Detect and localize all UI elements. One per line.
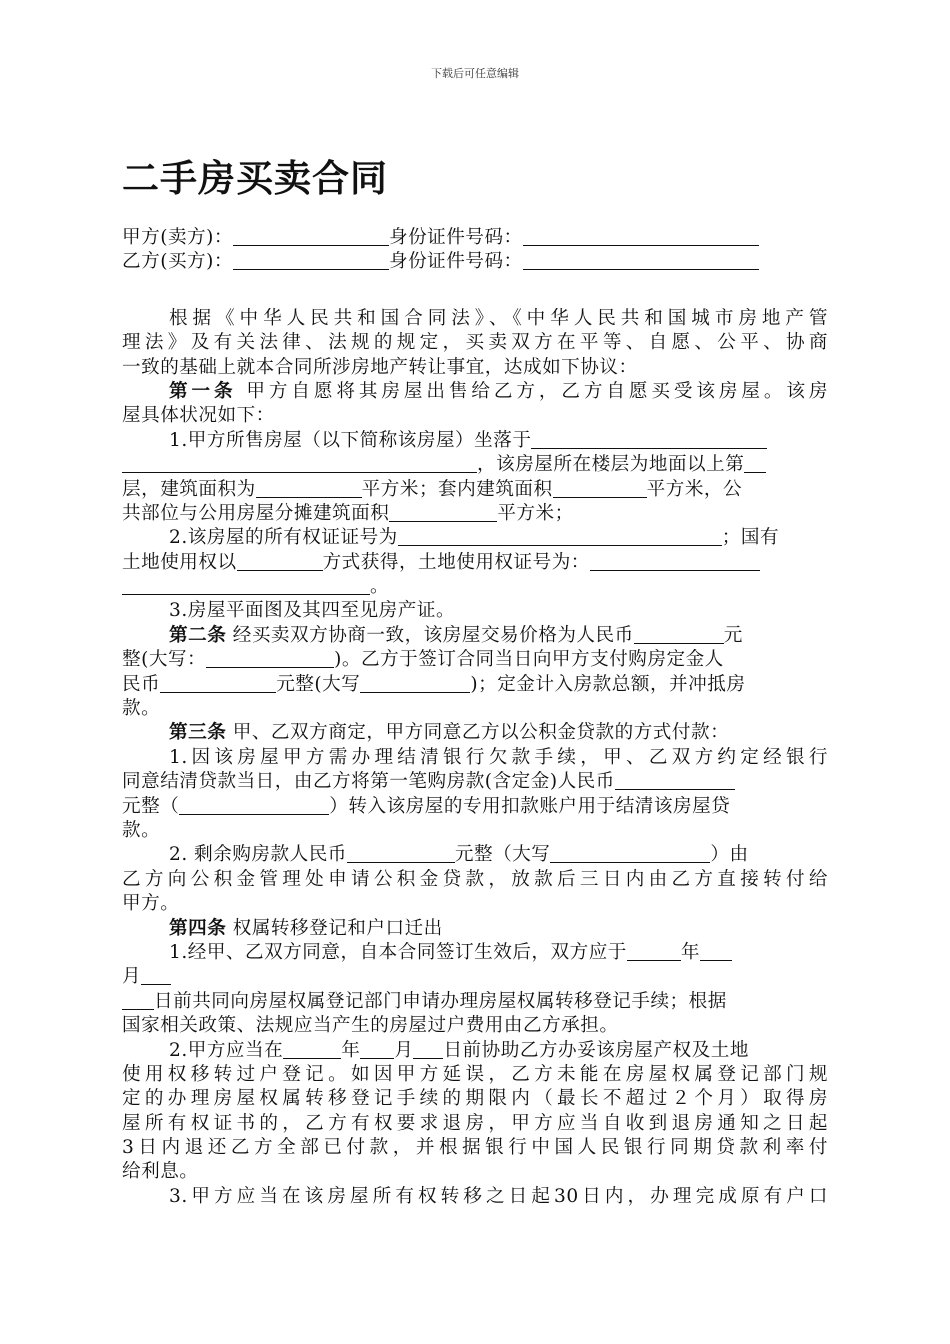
article-2-text: 整(大写： [122, 649, 207, 671]
item-text: ；国有 [721, 527, 780, 549]
contract-body [122, 226, 828, 1209]
item-text: 1.甲方所售房屋（以下简称该房屋）坐落于 [169, 429, 532, 451]
item-text: 2.甲方应当在 [169, 1039, 284, 1061]
article-1-item-1 [122, 429, 828, 453]
title-cert-blank[interactable] [398, 527, 722, 546]
land-method-blank[interactable] [237, 552, 323, 571]
buyer-id-blank[interactable] [523, 251, 759, 270]
item-text: 月 [394, 1039, 414, 1061]
buyer-name-blank[interactable] [233, 251, 389, 270]
buyer-label: 乙方(买方)： [122, 251, 233, 273]
page-header: 下载后可任意编辑 [431, 67, 519, 80]
article-2-text: )。乙方于签订合同当日向甲方支付购房定金人 [334, 649, 724, 671]
article-3-item-1 [122, 795, 828, 819]
article-2-text: )；定金计入房款总额，并冲抵房 [470, 673, 746, 695]
article-3-item-2 [122, 843, 828, 867]
document-title: 二手房买卖合同 [122, 156, 388, 200]
article-2-text: 元 [723, 624, 743, 646]
seller-line [122, 226, 828, 250]
price-blank[interactable] [634, 625, 724, 644]
article-3-item-1: 款。 [122, 819, 161, 841]
article-4-item-1 [122, 941, 828, 965]
article-2-line: 款。 [122, 698, 161, 720]
seller-id-blank[interactable] [523, 227, 759, 246]
article-2-line [122, 624, 828, 648]
article-4-item-1 [122, 990, 828, 1014]
article-2-heading: 第二条 [169, 624, 227, 646]
article-1-line: 屋具体状况如下： [122, 405, 275, 427]
article-4-title: 权属转移登记和户口迁出 [232, 917, 443, 939]
item-text: 平方米，公 [646, 478, 743, 500]
land-cert-blank[interactable] [590, 552, 760, 571]
day-blank-b[interactable] [122, 991, 154, 1010]
day-blank-a[interactable] [141, 966, 171, 985]
balance-blank[interactable] [347, 844, 455, 863]
item-text: 2. 剩余购房款人民币 [169, 844, 347, 866]
article-1-item-1 [122, 478, 828, 502]
price-words-blank[interactable] [206, 649, 334, 668]
item-text: 层，建筑面积为 [122, 478, 256, 500]
item-text: 日前协助乙方办妥该房屋产权及土地 [443, 1039, 749, 1061]
article-3-line [122, 721, 828, 745]
year-blank[interactable] [627, 942, 681, 961]
preamble-line: 根据《中华人民共和国合同法》、《中华人民共和国城市房地产管 [169, 307, 828, 329]
floor-blank[interactable] [744, 454, 766, 473]
day-blank[interactable] [413, 1040, 443, 1059]
article-1-item-2 [122, 526, 828, 550]
article-2-text: 经买卖双方协商一致，该房屋交易价格为人民币 [232, 624, 634, 646]
article-1-item-1 [122, 453, 828, 477]
month-blank[interactable] [360, 1040, 394, 1059]
article-2-line [122, 673, 828, 697]
item-text: 2.该房屋的所有权证证号为 [169, 527, 398, 549]
article-2-line [122, 648, 828, 672]
location-blank-cont[interactable] [122, 454, 477, 473]
item-text: 1.经甲、乙双方同意，自本合同签订生效后，双方应于 [169, 941, 627, 963]
item-text: 土地使用权以 [122, 551, 237, 573]
item-text: 元整（ [122, 795, 180, 817]
buyer-line [122, 250, 828, 274]
article-4-item-2: 使用权移转过户登记。如因甲方延误，乙方未能在房屋权属登记部门规 [122, 1063, 828, 1085]
item-text: 元整（大写 [454, 844, 551, 866]
article-4-item-2: 屋所有权证书的，乙方有权要求退房，甲方应当自收到退房通知之日起 [122, 1112, 828, 1134]
item-text: 。 [370, 576, 390, 598]
article-4-item-2 [122, 1039, 828, 1063]
land-cert-blank-cont[interactable] [122, 576, 370, 595]
deposit-blank[interactable] [160, 674, 276, 693]
deposit-words-blank[interactable] [360, 674, 470, 693]
article-3-item-1 [122, 770, 828, 794]
article-4-item-1: 国家相关政策、法规应当产生的房屋过户费用由乙方承担。 [122, 1015, 619, 1037]
location-blank[interactable] [531, 430, 767, 449]
article-4-heading: 第四条 [169, 917, 227, 939]
article-4-item-3: 3.甲方应当在该房屋所有权转移之日起30日内，办理完成原有户口 [169, 1185, 828, 1207]
inner-area-blank[interactable] [553, 479, 647, 498]
article-4-item-2: 3日内退还乙方全部已付款，并根据银行中国人民银行同期贷款利率付 [122, 1137, 828, 1159]
shared-area-blank[interactable] [389, 503, 497, 522]
year-blank[interactable] [283, 1040, 341, 1059]
buyer-id-label: 身份证件号码： [388, 251, 523, 273]
item-text: 月 [122, 966, 142, 988]
article-1-item-1 [122, 502, 828, 526]
item-text: 日前共同向房屋权属登记部门申请办理房屋权属转移登记手续；根据 [154, 990, 727, 1012]
item-text: 方式获得，土地使用权证号为： [322, 551, 590, 573]
seller-name-blank[interactable] [233, 227, 389, 246]
article-3-heading: 第三条 [169, 722, 227, 744]
balance-words-blank[interactable] [550, 844, 710, 863]
article-3-item-2: 乙方向公积金管理处申请公积金贷款，放款后三日内由乙方直接转付给 [122, 868, 828, 890]
article-1-heading: 第一条 [169, 380, 237, 402]
article-4-item-2: 定的办理房屋权属转移登记手续的期限内（最长不超过２个月）取得房 [122, 1088, 828, 1110]
item-text: 共部位与公用房屋分摊建筑面积 [122, 502, 390, 524]
item-text: ）由 [710, 844, 749, 866]
item-text: ）转入该房屋的专用扣款账户用于结清该房屋贷 [329, 795, 731, 817]
item-text: 平方米；套内建筑面积 [361, 478, 553, 500]
first-payment-blank[interactable] [615, 771, 735, 790]
seller-label: 甲方(卖方)： [122, 227, 233, 248]
article-3-text: 甲、乙双方商定，甲方同意乙方以公积金贷款的方式付款： [232, 722, 730, 744]
item-text: 年 [341, 1039, 361, 1061]
item-text: 年 [680, 941, 701, 963]
article-4-item-2: 给利息。 [122, 1161, 199, 1183]
article-3-item-2: 甲方。 [122, 893, 180, 915]
article-1-item-3: 3.房屋平面图及其四至见房产证。 [169, 600, 456, 622]
item-text: ，该房屋所在楼层为地面以上第 [477, 454, 745, 476]
item-text: 同意结清贷款当日，由乙方将第一笔购房款(含定金)人民币 [122, 771, 615, 793]
area-blank[interactable] [256, 479, 362, 498]
article-2-text: 元整(大写 [276, 673, 361, 695]
article-1-item-2 [122, 551, 828, 575]
article-3-item-1: 1.因该房屋甲方需办理结清银行欠款手续，甲、乙双方约定经银行 [169, 746, 828, 768]
seller-id-label: 身份证件号码： [388, 227, 523, 248]
preamble-line: 理法》及有关法律、法规的规定，买卖双方在平等、自愿、公平、协商 [122, 332, 828, 354]
article-4-line [122, 917, 828, 941]
article-4-item-1 [122, 965, 828, 989]
article-1-line [122, 380, 828, 404]
preamble-line: 一致的基础上就本合同所涉房地产转让事宜，达成如下协议： [122, 356, 638, 378]
month-blank[interactable] [700, 942, 732, 961]
item-text: 平方米； [497, 502, 574, 524]
article-1-item-2 [122, 575, 828, 599]
article-2-text: 民币 [122, 673, 161, 695]
article-1-text: 甲方自愿将其房屋出售给乙方，乙方自愿买受该房屋。该房 [246, 380, 828, 402]
first-payment-words-blank[interactable] [179, 796, 329, 815]
